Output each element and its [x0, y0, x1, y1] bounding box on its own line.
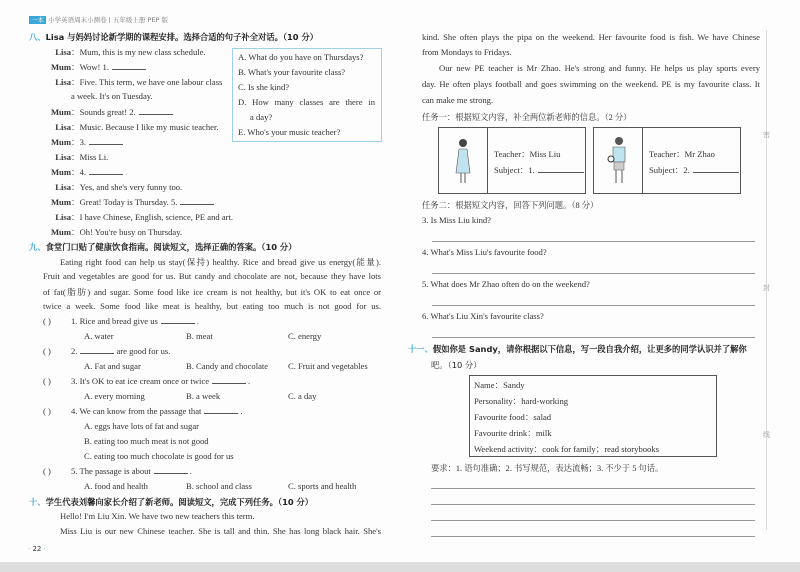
line-text: ：Mum, this is my new class schedule. [71, 47, 206, 57]
line-text: ：Sounds great! 2. [71, 107, 136, 117]
section-title: 食堂门口贴了健康饮食指南。阅读短文，选择正确的答案。（10 分） [45, 242, 297, 252]
answer-blank[interactable] [89, 167, 123, 175]
teacher-card-zhao [593, 127, 741, 194]
section-11-heading [408, 343, 747, 355]
question-text: 1. Rice and bread give us [71, 316, 158, 326]
question-text: 3. Is Miss Liu kind? [422, 215, 491, 225]
speaker: Lisa [55, 182, 71, 192]
speaker: Lisa [55, 122, 71, 132]
option[interactable]: A. water [84, 331, 114, 341]
dialogue-line [42, 106, 173, 118]
answer-bracket[interactable]: ( ) [43, 346, 51, 356]
option-item: E. Who's your music teacher? [238, 127, 341, 137]
passage-line: Hello! I'm Liu Xin. We have two new teachers this term. [60, 511, 255, 521]
line-text: ：Yes, and she's very funny too. [71, 182, 183, 192]
question [43, 316, 199, 326]
info-row: Name：Sandy [474, 380, 525, 390]
info-row: Favourite food：salad [474, 412, 552, 422]
dialogue-line [42, 196, 214, 208]
option[interactable]: A. eggs have lots of fat and sugar [84, 421, 200, 431]
option[interactable]: B. eating too much meat is not good [84, 436, 209, 446]
speaker: Lisa [55, 77, 71, 87]
speaker: Mum [50, 107, 71, 117]
option[interactable]: C. eating too much chocolate is good for us [84, 451, 234, 461]
option-item: D. How many classes are there in [238, 97, 375, 107]
question-end: are good for us. [116, 346, 171, 356]
speaker: Lisa [55, 212, 71, 222]
teacher-name: Teacher：Miss Liu [494, 149, 561, 159]
answer-blank [154, 466, 188, 474]
dialogue-line [42, 121, 218, 133]
question-end: . [240, 406, 243, 416]
answer-blank[interactable] [139, 107, 173, 115]
dialogue-line [42, 181, 182, 193]
section-9-heading [29, 241, 297, 253]
passage-line: kind. She often plays the pipa on the weekend. Her favourite food is fish. We have Chinese [422, 32, 760, 42]
passage-line: Our new PE teacher is Mr Zhao. He's strong and funny. He helps us play sports every [439, 63, 760, 73]
subject-field [494, 164, 584, 176]
option[interactable]: C. a day [288, 391, 317, 401]
line-text: ：Great! Today is Thursday. 5. [71, 197, 178, 207]
option[interactable]: B. Candy and chocolate [186, 361, 269, 371]
series-title: 小学英语周末小测卷 [48, 16, 107, 24]
answer-blank [80, 346, 114, 354]
passage-line: can make me strong. [422, 95, 494, 105]
teacher-name: Teacher：Mr Zhao [649, 149, 715, 159]
line-text: ：Wow! 1. [71, 62, 109, 72]
writing-line[interactable] [431, 520, 755, 521]
question-text: 5. The passage is about [71, 466, 151, 476]
passage-line: Eating right food can help us stay(保持) healthy. Rice and bread give us energy(能量). [60, 257, 381, 267]
option-item: a day? [250, 112, 273, 122]
answer-line[interactable] [432, 305, 755, 306]
option[interactable]: C. energy [288, 331, 322, 341]
grade-label: 五年级上册 PEP 版 [112, 16, 168, 24]
speaker: Mum [50, 227, 71, 237]
dialogue-line [42, 166, 123, 178]
answer-blank[interactable] [112, 62, 146, 70]
task-2-label: 任务二：根据短文内容，回答下列问题。（8 分） [422, 201, 599, 210]
section-number: 十一、 [408, 344, 433, 354]
subject-label: Subject：2. [649, 165, 690, 175]
option-item: B. What's your favourite class? [238, 67, 346, 77]
line-text: ：4. [71, 167, 87, 177]
option[interactable]: A. food and health [84, 481, 148, 491]
page-number-text: 22 [32, 545, 42, 553]
answer-blank [212, 376, 246, 384]
answer-bracket[interactable]: ( ) [43, 406, 51, 416]
dialogue-line [42, 61, 146, 73]
answer-line[interactable] [432, 273, 755, 274]
question-end: . [196, 316, 200, 326]
dialogue-line [42, 211, 233, 223]
dialogue-line [42, 76, 222, 88]
question-text: 5. What does Mr Zhao often do on the weekend? [422, 279, 590, 289]
option[interactable]: C. sports and health [288, 481, 357, 491]
question-text: 4. We can know from the passage that [71, 406, 202, 416]
speaker: Mum [50, 197, 71, 207]
question-text: 3. It's OK to eat ice cream once or twice [71, 376, 210, 386]
question [43, 376, 250, 386]
option-item: A. What do you have on Thursdays? [238, 52, 364, 62]
info-row: Favourite drink：milk [474, 428, 552, 438]
option[interactable]: B. meat [186, 331, 213, 341]
line-text: ：Miss Li. [71, 152, 109, 162]
answer-blank [161, 316, 195, 324]
section-title: 假如你是 Sandy，请你根据以下信息，写一段自我介绍，让更多的同学认识并了解你 [432, 344, 747, 354]
question [43, 346, 170, 356]
section-title: 学生代表刘馨向家长介绍了新老师。阅读短文，完成下列任务。（10 分） [45, 497, 314, 507]
dialogue-line [42, 136, 123, 148]
female-teacher-icon [453, 137, 473, 187]
passage-line: day. He often plays football and goes swimming on the weekend. PE is my favourite class. It [422, 79, 760, 89]
section-number: 八、 [29, 32, 46, 42]
info-row: Weekend activity：cook for family；read storybooks [474, 444, 659, 454]
margin-char: 封 [763, 284, 770, 292]
question-text: 2. [71, 346, 78, 356]
answer-blank[interactable] [693, 165, 739, 173]
answer-blank [204, 406, 238, 414]
section-number: 十、 [29, 497, 46, 507]
page-number: · 22 · [28, 545, 46, 553]
subject-label: Subject：1. [494, 165, 535, 175]
teacher-card-liu [438, 127, 586, 194]
line-text: a week. It's on Tuesday. [71, 91, 153, 101]
speaker: Mum [50, 167, 71, 177]
question-end: . [248, 376, 251, 386]
option[interactable]: B. school and class [186, 481, 252, 491]
section-number: 九、 [29, 242, 46, 252]
passage-line: from Mondays to Fridays. [422, 47, 512, 57]
dialogue-line [42, 46, 206, 58]
question [43, 406, 243, 416]
series-badge: 一本 [31, 16, 44, 24]
answer-blank[interactable] [89, 137, 123, 145]
task-1-label: 任务一：根据短文内容，补全两位新老师的信息。（2 分） [422, 113, 632, 122]
question-end: . [189, 466, 192, 476]
scan-edge [0, 562, 800, 572]
option[interactable]: A. Fat and sugar [84, 361, 141, 371]
passage-line: of fat(脂肪) and sugar. Some food like ice cream is not healthy, but it's OK to eat once or [43, 287, 381, 297]
requirements: 要求：1. 语句准确；2. 书写规范，表达流畅；3. 不少于 5 句话。 [431, 464, 664, 473]
answer-bracket[interactable]: ( ) [43, 316, 51, 326]
option[interactable]: C. Fruit and vegetables [288, 361, 368, 371]
passage-line: Miss Liu is our new Chinese teacher. She is tall and thin. She has long black hair. She's [60, 526, 381, 536]
section-8-heading [29, 31, 318, 43]
dialogue-line [42, 91, 153, 101]
section-10-heading [29, 496, 313, 508]
margin-char: 密 [763, 131, 770, 139]
option[interactable]: A. every morning [84, 391, 145, 401]
answer-bracket[interactable]: ( ) [43, 466, 51, 476]
speaker: Lisa [55, 47, 71, 57]
margin-char: 线 [763, 431, 770, 439]
option-item: C. Is she kind? [238, 82, 290, 92]
speaker: Mum [50, 62, 71, 72]
writing-line[interactable] [431, 536, 755, 537]
passage-line: Fruit and vegetables are good for us. But candy and chocolate are not, because they have lots [43, 271, 381, 281]
line-text: ：Five. This term, we have one labour class [71, 77, 223, 87]
question-text: 6. What's Liu Xin's favourite class? [422, 311, 544, 321]
page-header: 一本 小学英语周末小测卷 | 五年级上册 PEP 版 [31, 16, 168, 24]
subject-field [649, 164, 739, 176]
section-title-cont: 吧。（10 分） [431, 360, 482, 370]
line-text: ：Music. Because I like my music teacher. [71, 122, 219, 132]
binding-line [766, 30, 767, 530]
speaker: Mum [50, 137, 71, 147]
section-title: Lisa 与妈妈讨论新学期的课程安排。选择合适的句子补全对话。（10 分） [45, 32, 319, 42]
info-row: Personality：hard-working [474, 396, 569, 406]
line-text: ：3. [71, 137, 87, 147]
speaker: Lisa [55, 152, 71, 162]
dialogue-line [42, 151, 108, 163]
line-text: ：Oh! You're busy on Thursday. [71, 227, 183, 237]
dialogue-line [42, 226, 182, 238]
answer-line[interactable] [432, 337, 755, 338]
writing-line[interactable] [431, 504, 755, 505]
answer-blank[interactable] [538, 165, 584, 173]
writing-line[interactable] [431, 488, 755, 489]
answer-line[interactable] [432, 241, 755, 242]
option[interactable]: B. a week [186, 391, 221, 401]
question-text: 4. What's Miss Liu's favourite food? [422, 247, 547, 257]
line-text: ：I have Chinese, English, science, PE and art. [71, 212, 234, 222]
answer-bracket[interactable]: ( ) [43, 376, 51, 386]
answer-blank[interactable] [180, 197, 214, 205]
passage-line: twice a week. Some food like meat is healthy, but eating too much is not good for us. [43, 301, 381, 311]
male-teacher-icon [606, 136, 632, 188]
question [43, 466, 192, 476]
